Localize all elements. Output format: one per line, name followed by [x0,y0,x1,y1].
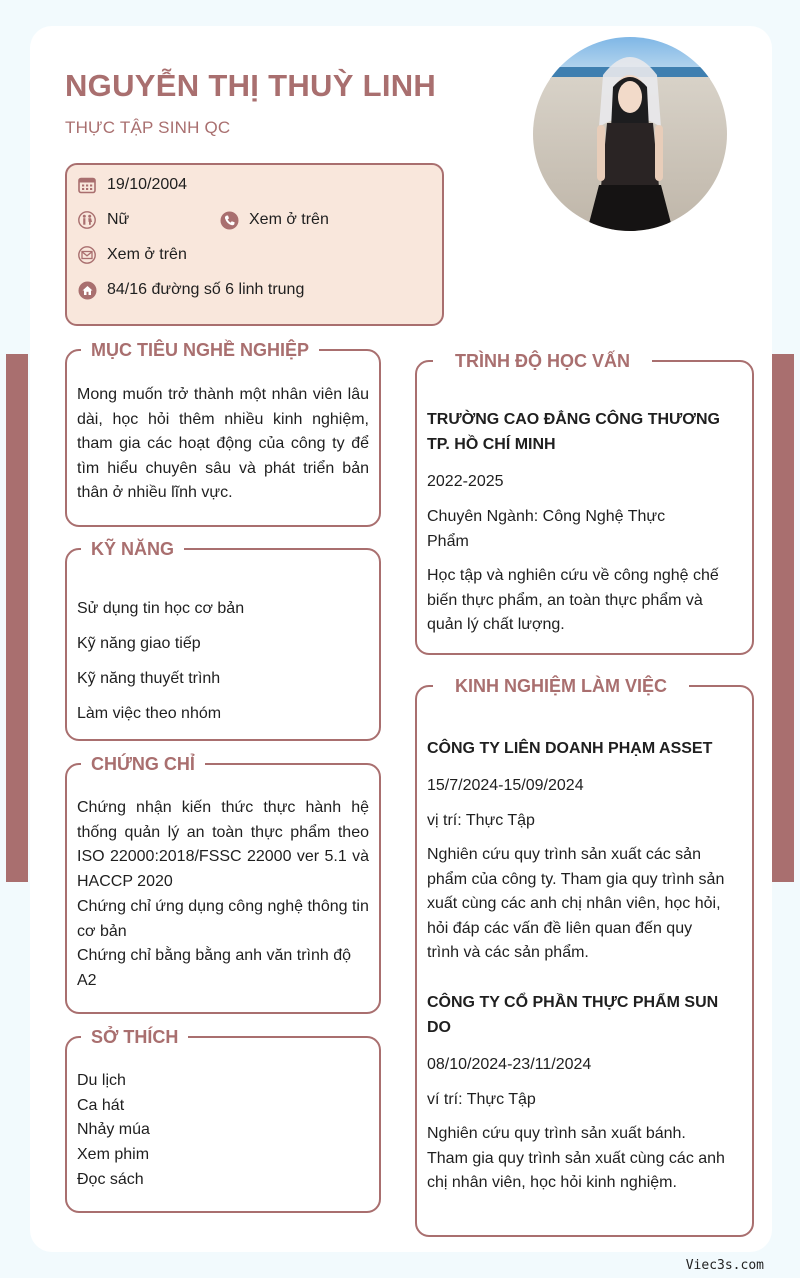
job-position: ví trí: Thực Tập [427,1091,536,1108]
certificate-item: Chứng chỉ ứng dụng công nghệ thông tin cơ bản [77,898,369,940]
birthday-value: 19/10/2004 [107,176,188,193]
gender-value: Nữ [107,211,130,228]
job-position: vị trí: Thực Tập [427,812,535,829]
job-company: CÔNG TY LIÊN DOANH PHẠM ASSET [427,740,713,757]
home-icon [77,280,97,300]
gender-icon [77,210,97,230]
phone-row [219,210,329,230]
phone-icon [219,210,239,230]
email-value: Xem ở trên [107,246,187,263]
job-company: CÔNG TY CỔ PHẦN THỰC PHẨM SUN DO [427,994,719,1036]
hobby-item: Xem phim [77,1146,150,1163]
job-description: Nghiên cứu quy trình sản xuất các sản phẩm của công ty. Tham gia quy trình sản xuất cùng các anh chị nhân viên, học hỏi, hỏi đáp các vấn đề liên quan đến quy trình và các sản phẩm. [427,846,725,962]
hobby-item: Ca hát [77,1097,125,1114]
calendar-icon [77,175,97,195]
right-decor-band [772,354,794,882]
objective-text: Mong muốn trở thành một nhân viên lâu dài, học hỏi thêm nhiều kinh nghiệm, tham gia các hoạt động của công ty để tìm hiểu chuyên sâu và phát triển bản thân ở nhiều lĩnh vực. [77,386,369,502]
education-title: TRÌNH ĐỘ HỌC VẤN [433,349,652,373]
job-description: Nghiên cứu quy trình sản xuất bánh. Tham gia quy trình sản xuất cùng các anh chị nhân viên, học hỏi kinh nghiệm. [427,1125,725,1192]
certificate-item: Chứng nhận kiến thức thực hành hệ thống quản lý an toàn thực phẩm theo ISO 22000:2018/FSSC 22000 ver 5.1 và HACCP 2020 [77,799,369,890]
left-decor-band [6,354,28,882]
school-name: TRƯỜNG CAO ĐẲNG CÔNG THƯƠNG TP. HỒ CHÍ MINH [427,411,720,453]
education-major: Chuyên Ngành: Công Nghệ Thực Phẩm [427,508,666,550]
job-title: THỰC TẬP SINH QC [65,118,231,137]
birthday-row [77,175,187,195]
address-value: 84/16 đường số 6 linh trung [107,281,305,298]
skill-item: Kỹ năng giao tiếp [77,635,201,652]
certificates-title: CHỨNG CHỈ [81,752,205,776]
certificate-item: Chứng chỉ bằng bằng anh văn trình độ A2 [77,947,352,989]
email-icon [77,245,97,265]
experience-title: KINH NGHIỆM LÀM VIỆC [433,674,689,698]
hobby-item: Du lịch [77,1072,126,1089]
watermark: Viec3s.com [685,1258,764,1273]
gender-row [77,210,129,230]
education-description: Học tập và nghiên cứu về công nghệ chế biến thực phẩm, an toàn thực phẩm và quản lý chất lượng. [427,567,719,634]
candidate-name: NGUYỄN THỊ THUỲ LINH [65,68,437,103]
profile-photo [533,37,727,231]
skills-title: KỸ NĂNG [81,537,184,561]
skill-item: Sử dụng tin học cơ bản [77,600,245,617]
skill-item: Kỹ năng thuyết trình [77,670,221,687]
hobby-item: Đọc sách [77,1171,144,1188]
email-row [77,245,187,265]
hobby-item: Nhảy múa [77,1121,150,1138]
job-period: 15/7/2024-15/09/2024 [427,777,584,794]
phone-value: Xem ở trên [249,211,329,228]
education-period: 2022-2025 [427,473,504,490]
objective-title: MỤC TIÊU NGHỀ NGHIỆP [81,338,319,362]
hobbies-title: SỞ THÍCH [81,1025,188,1049]
skill-item: Làm việc theo nhóm [77,705,222,722]
job-period: 08/10/2024-23/11/2024 [427,1056,592,1073]
address-row [77,280,304,300]
